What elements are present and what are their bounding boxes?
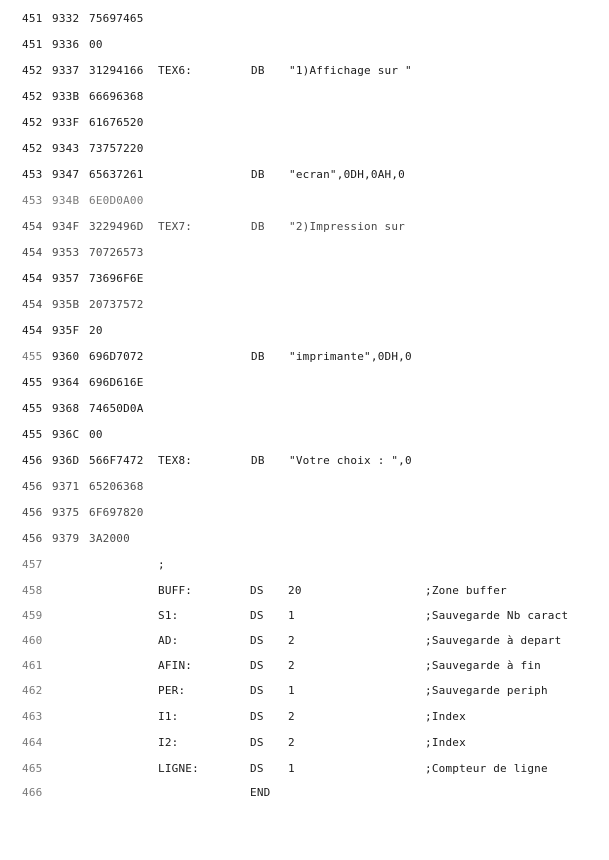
operand: 2 (288, 634, 295, 647)
opcode: DB (251, 64, 265, 77)
line-number: 452 (22, 64, 43, 77)
listing-row (0, 609, 609, 623)
label: S1: (158, 609, 179, 622)
line-number: 462 (22, 684, 43, 697)
listing-row (0, 402, 609, 416)
listing-row (0, 324, 609, 338)
label: TEX6: (158, 64, 193, 77)
address: 933F (52, 116, 80, 129)
opcode: DS (250, 634, 264, 647)
opcode: END (250, 786, 271, 799)
address: 934F (52, 220, 80, 233)
comment: ;Sauvegarde Nb caract (425, 609, 569, 622)
address: 9332 (52, 12, 80, 25)
line-number: 455 (22, 350, 43, 363)
comment: ;Sauvegarde periph (425, 684, 548, 697)
hex-bytes: 20 (89, 324, 103, 337)
line-number: 464 (22, 736, 43, 749)
hex-bytes: 74650D0A (89, 402, 144, 415)
listing-row (0, 350, 609, 364)
line-number: 455 (22, 402, 43, 415)
listing-row (0, 684, 609, 698)
opcode: DB (251, 350, 265, 363)
line-number: 454 (22, 220, 43, 233)
listing-row (0, 376, 609, 390)
hex-bytes: 3A2000 (89, 532, 130, 545)
comment: ;Zone buffer (425, 584, 507, 597)
address: 9343 (52, 142, 80, 155)
opcode: DS (250, 762, 264, 775)
label: I1: (158, 710, 179, 723)
address: 933B (52, 90, 80, 103)
address: 934B (52, 194, 80, 207)
address: 9375 (52, 506, 80, 519)
line-number: 455 (22, 376, 43, 389)
line-number: 451 (22, 38, 43, 51)
address: 9347 (52, 168, 80, 181)
listing-row (0, 90, 609, 104)
listing-row (0, 532, 609, 546)
hex-bytes: 75697465 (89, 12, 144, 25)
address: 9360 (52, 350, 80, 363)
listing-row (0, 454, 609, 468)
opcode: DS (250, 659, 264, 672)
label: PER: (158, 684, 186, 697)
line-number: 452 (22, 116, 43, 129)
hex-bytes: 65206368 (89, 480, 144, 493)
line-number: 454 (22, 298, 43, 311)
opcode: DB (251, 220, 265, 233)
label: I2: (158, 736, 179, 749)
line-number: 456 (22, 506, 43, 519)
operand: 2 (288, 659, 295, 672)
comment: ;Compteur de ligne (425, 762, 548, 775)
opcode: DS (250, 736, 264, 749)
hex-bytes: 3229496D (89, 220, 144, 233)
label: BUFF: (158, 584, 193, 597)
line-number: 463 (22, 710, 43, 723)
line-number: 453 (22, 168, 43, 181)
address: 9364 (52, 376, 80, 389)
hex-bytes: 31294166 (89, 64, 144, 77)
hex-bytes: 73696F6E (89, 272, 144, 285)
address: 9336 (52, 38, 80, 51)
address: 936D (52, 454, 80, 467)
hex-bytes: 66696368 (89, 90, 144, 103)
listing-row (0, 428, 609, 442)
hex-bytes: 6E0D0A00 (89, 194, 144, 207)
hex-bytes: 61676520 (89, 116, 144, 129)
hex-bytes: 00 (89, 428, 103, 441)
address: 935B (52, 298, 80, 311)
listing-row (0, 298, 609, 312)
line-number: 454 (22, 272, 43, 285)
opcode: DB (251, 454, 265, 467)
address: 9353 (52, 246, 80, 259)
listing-row (0, 116, 609, 130)
operand: 1 (288, 684, 295, 697)
listing-row (0, 480, 609, 494)
listing-row (0, 38, 609, 52)
listing-row (0, 272, 609, 286)
line-number: 452 (22, 142, 43, 155)
comment: ;Sauvegarde à depart (425, 634, 562, 647)
listing-row (0, 762, 609, 776)
address: 936C (52, 428, 80, 441)
hex-bytes: 696D7072 (89, 350, 144, 363)
listing-row (0, 142, 609, 156)
listing-row (0, 634, 609, 648)
line-number: 456 (22, 454, 43, 467)
line-number: 456 (22, 480, 43, 493)
line-number: 457 (22, 558, 43, 571)
listing-row (0, 506, 609, 520)
address: 9371 (52, 480, 80, 493)
hex-bytes: 70726573 (89, 246, 144, 259)
line-number: 461 (22, 659, 43, 672)
opcode: DS (250, 710, 264, 723)
line-number: 458 (22, 584, 43, 597)
label: TEX7: (158, 220, 193, 233)
listing-row (0, 710, 609, 724)
listing-row (0, 194, 609, 208)
address: 935F (52, 324, 80, 337)
label: AFIN: (158, 659, 193, 672)
line-number: 465 (22, 762, 43, 775)
label: AD: (158, 634, 179, 647)
listing-row (0, 584, 609, 598)
line-number: 451 (22, 12, 43, 25)
label: TEX8: (158, 454, 193, 467)
opcode: DS (250, 609, 264, 622)
listing-row (0, 786, 609, 800)
operand: 1 (288, 762, 295, 775)
line-number: 453 (22, 194, 43, 207)
address: 9368 (52, 402, 80, 415)
line-number: 454 (22, 246, 43, 259)
line-number: 452 (22, 90, 43, 103)
opcode: DS (250, 584, 264, 597)
address: 9379 (52, 532, 80, 545)
label: LIGNE: (158, 762, 199, 775)
hex-bytes: 65637261 (89, 168, 144, 181)
operand: 1 (288, 609, 295, 622)
line-number: 459 (22, 609, 43, 622)
comment: ;Index (425, 736, 466, 749)
line-number: 456 (22, 532, 43, 545)
address: 9357 (52, 272, 80, 285)
hex-bytes: 00 (89, 38, 103, 51)
comment: ;Index (425, 710, 466, 723)
comment: ;Sauvegarde à fin (425, 659, 541, 672)
operand: "Votre choix : ",0 (289, 454, 412, 467)
listing-row (0, 736, 609, 750)
operand: "ecran",0DH,0AH,0 (289, 168, 405, 181)
listing-row (0, 12, 609, 26)
operand: 2 (288, 736, 295, 749)
operand: "1)Affichage sur " (289, 64, 412, 77)
line-number: 460 (22, 634, 43, 647)
line-number: 455 (22, 428, 43, 441)
operand: "2)Impression sur (289, 220, 405, 233)
listing-row (0, 558, 609, 572)
hex-bytes: 73757220 (89, 142, 144, 155)
operand: 2 (288, 710, 295, 723)
opcode: DB (251, 168, 265, 181)
listing-row (0, 64, 609, 78)
operand: 20 (288, 584, 302, 597)
line-number: 454 (22, 324, 43, 337)
label: ; (158, 558, 165, 571)
listing-row (0, 246, 609, 260)
address: 9337 (52, 64, 80, 77)
hex-bytes: 6F697820 (89, 506, 144, 519)
listing-row (0, 659, 609, 673)
listing-row (0, 220, 609, 234)
hex-bytes: 566F7472 (89, 454, 144, 467)
operand: "imprimante",0DH,0 (289, 350, 412, 363)
hex-bytes: 696D616E (89, 376, 144, 389)
opcode: DS (250, 684, 264, 697)
hex-bytes: 20737572 (89, 298, 144, 311)
listing-row (0, 168, 609, 182)
line-number: 466 (22, 786, 43, 799)
